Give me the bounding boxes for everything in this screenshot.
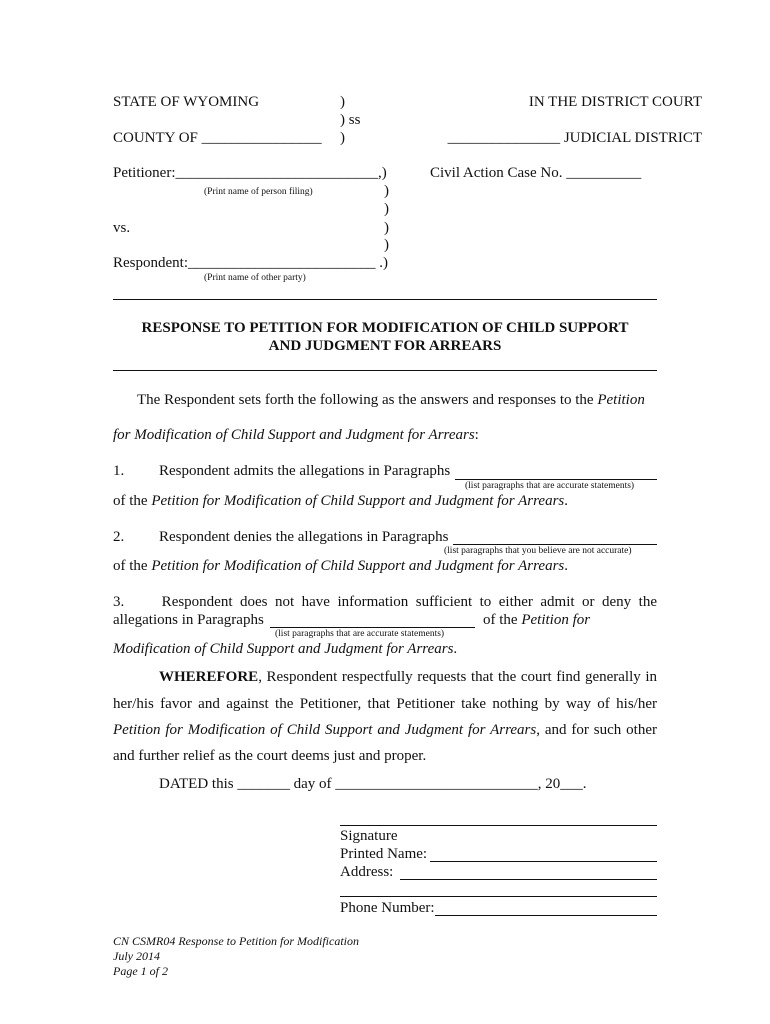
address-line: [400, 879, 657, 880]
item2-number: 2.: [113, 529, 125, 545]
judicial-district-field: _______________ JUDICIAL DISTRICT: [447, 130, 702, 146]
footer-page: Page 1 of 2: [113, 964, 168, 978]
respondent-field: Respondent:_________________________ .): [113, 255, 388, 271]
wherefore-line1: WHEREFORE, Respondent respectfully requests that the court find generally in: [159, 669, 657, 685]
divider: [113, 299, 657, 300]
item3-line3: Modification of Child Support and Judgment for Arrears.: [113, 641, 458, 657]
printed-name-label: Printed Name:: [340, 846, 428, 862]
item1-of-petition: of the Petition for Modification of Child Support and Judgment for Arrears.: [113, 493, 568, 509]
item3-of-petition: of the Petition for: [483, 612, 591, 628]
respondent-hint: (Print name of other party): [204, 273, 306, 283]
footer-form-name: CN CSMR04 Response to Petition for Modification: [113, 934, 359, 948]
document-title-line2: AND JUDGMENT FOR ARREARS: [268, 338, 502, 354]
item1-number: 1.: [113, 463, 125, 479]
state-label: STATE OF WYOMING: [113, 94, 260, 110]
footer-date: July 2014: [113, 949, 160, 963]
wherefore-line4: and further relief as the court deems just and proper.: [113, 748, 427, 764]
item2-hint: (list paragraphs that you believe are not accurate): [444, 546, 632, 556]
item3-paragraphs-line: [270, 627, 475, 628]
divider: [113, 370, 657, 371]
intro-line1: The Respondent sets forth the following as the answers and responses to the Petition: [137, 392, 645, 408]
address-line-2: [340, 896, 657, 897]
item1-paragraphs-line: [455, 479, 657, 480]
civil-action-field: Civil Action Case No. __________: [430, 165, 642, 181]
court-label: IN THE DISTRICT COURT: [528, 94, 702, 110]
item2-text: Respondent denies the allegations in Paragraphs: [159, 529, 449, 545]
item2-paragraphs-line: [453, 544, 657, 545]
caption-paren: ): [384, 220, 389, 236]
wherefore-line2: her/his favor and against the Petitioner, that Petitioner take nothing by way of his/her: [113, 696, 657, 712]
item3-line2: allegations in Paragraphs: [113, 612, 264, 628]
dated-line: DATED this _______ day of ___________________________, 20___.: [159, 776, 587, 792]
phone-line: [435, 915, 657, 916]
document-title-line1: RESPONSE TO PETITION FOR MODIFICATION OF CHILD SUPPORT: [141, 320, 629, 336]
item1-hint: (list paragraphs that are accurate statements): [465, 481, 635, 491]
caption-paren: ): [384, 237, 389, 253]
phone-label: Phone Number:: [340, 900, 435, 916]
printed-name-line: [430, 861, 657, 862]
county-field: COUNTY OF ________________: [113, 130, 322, 146]
petitioner-field: Petitioner:___________________________,): [113, 165, 387, 181]
wherefore-line3: Petition for Modification of Child Support and Judgment for Arrears, and for such other: [113, 722, 657, 738]
item1-text: Respondent admits the allegations in Paragraphs: [159, 463, 451, 479]
caption-paren: ): [340, 130, 345, 146]
signature-label: Signature: [340, 828, 398, 844]
caption-paren: ): [340, 94, 345, 110]
item2-of-petition: of the Petition for Modification of Child Support and Judgment for Arrears.: [113, 558, 568, 574]
signature-line: [340, 825, 657, 826]
item3-line1: 3. Respondent does not have information sufficient to either admit or deny the: [113, 594, 657, 610]
caption-paren: ): [384, 183, 389, 199]
petitioner-hint: (Print name of person filing): [204, 187, 313, 197]
caption-ss: ) ss: [340, 112, 361, 128]
item3-hint: (list paragraphs that are accurate statements): [275, 629, 445, 639]
caption-paren: ): [384, 201, 389, 217]
vs-label: vs.: [113, 220, 131, 236]
intro-line2: for Modification of Child Support and Judgment for Arrears:: [113, 427, 479, 443]
address-label: Address:: [340, 864, 394, 880]
